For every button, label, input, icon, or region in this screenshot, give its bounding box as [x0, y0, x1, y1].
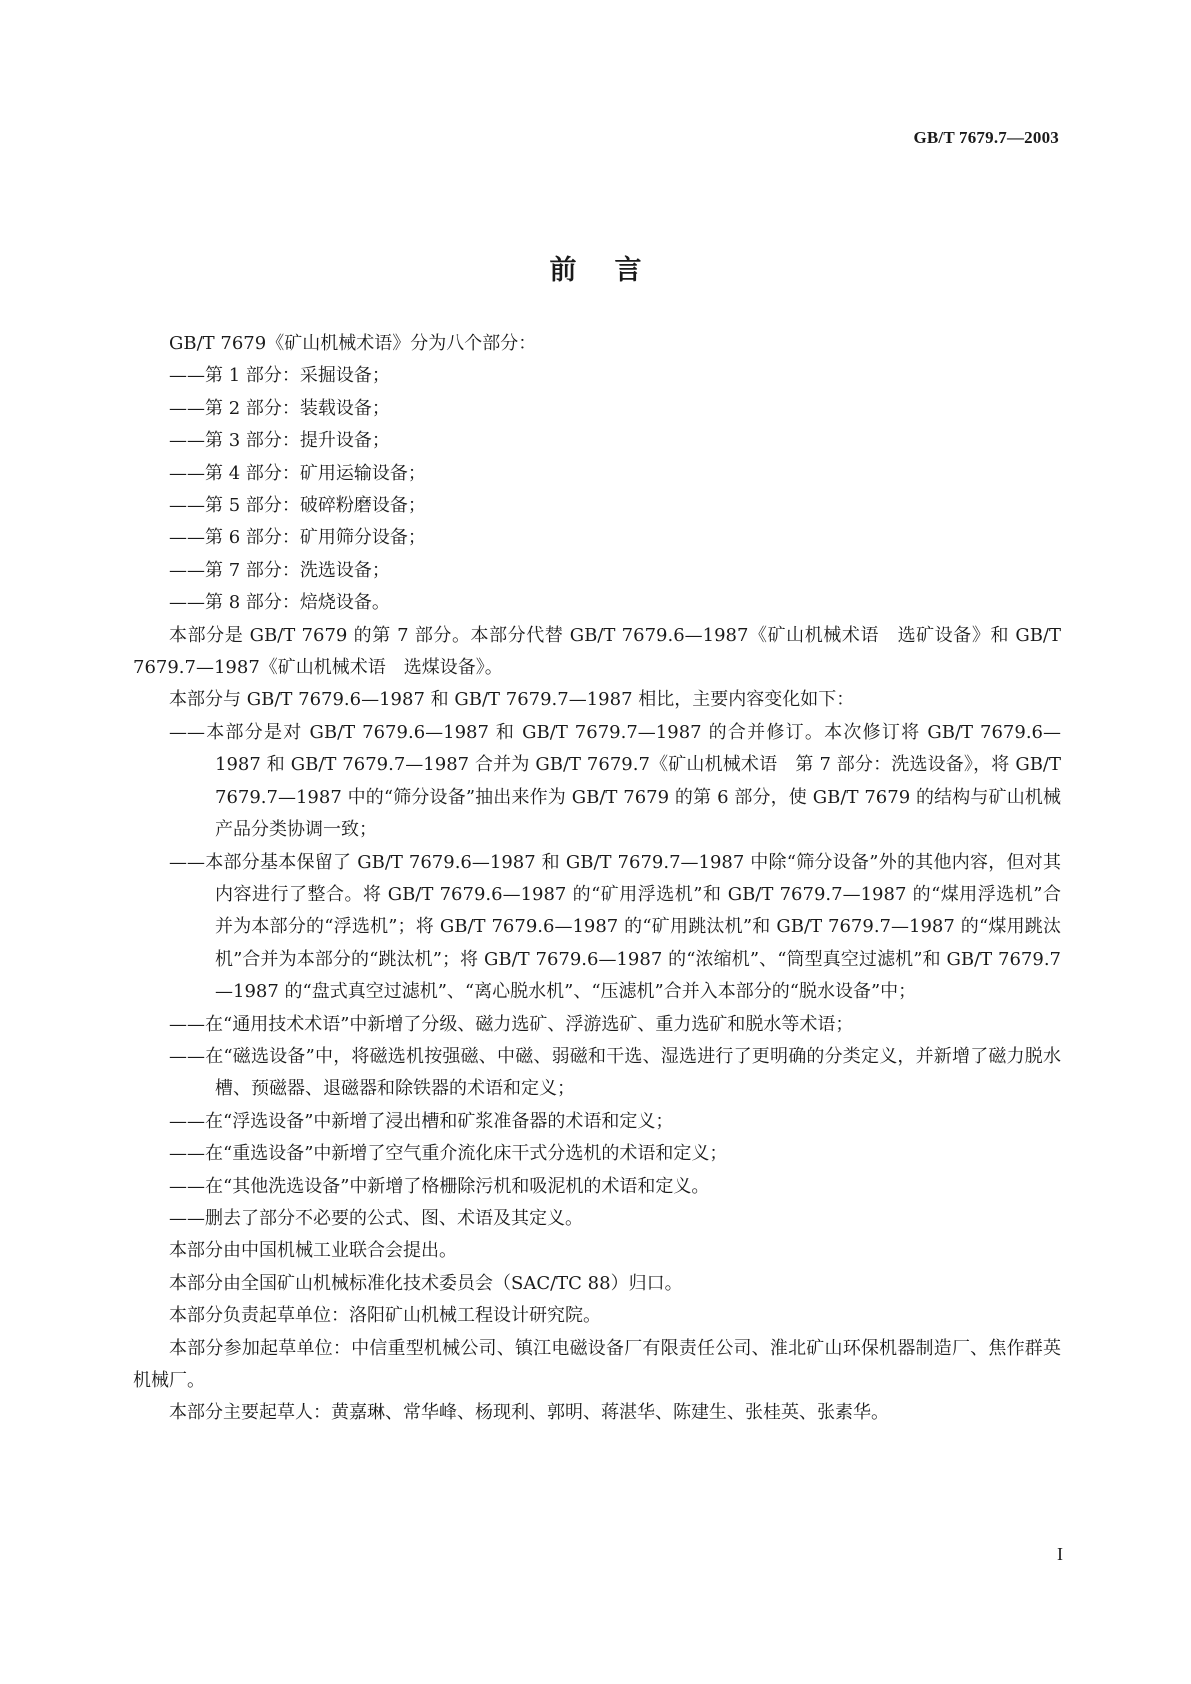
- proposer-paragraph: 本部分由中国机械工业联合会提出。: [169, 1240, 457, 1262]
- part-item: ——第 2 部分：装载设备；: [169, 397, 390, 419]
- committee-paragraph: 本部分由全国矿山机械标准化技术委员会（SAC/TC 88）归口。: [169, 1272, 683, 1294]
- change-item: ——删去了部分不必要的公式、图、术语及其定义。: [169, 1207, 583, 1229]
- change-item: ——在“通用技术术语”中新增了分级、磁力选矿、浮游选矿、重力选矿和脱水等术语；: [169, 1013, 854, 1035]
- part-item: ——第 1 部分：采掘设备；: [169, 365, 390, 387]
- change-item: ——在“重选设备”中新增了空气重介流化床干式分选机的术语和定义；: [169, 1143, 728, 1165]
- replacement-paragraph: 本部分是 GB/T 7679 的第 7 部分。本部分代替 GB/T 7679.6—1987《矿山机械术语 选矿设备》和 GB/T 7679.7—1987《矿山机械术语 选煤设备》。: [133, 624, 1061, 679]
- intro-paragraph: GB/T 7679《矿山机械术语》分为八个部分：: [169, 333, 537, 354]
- change-item: ——在“磁选设备”中，将磁选机按强磁、中磁、弱磁和干选、湿选进行了更明确的分类定义，并新增了磁力脱水槽、预磁器、退磁器和除铁器的术语和定义；: [169, 1045, 1061, 1100]
- change-item: ——在“其他洗选设备”中新增了格栅除污机和吸泥机的术语和定义。: [169, 1175, 710, 1197]
- change-item: ——本部分是对 GB/T 7679.6—1987 和 GB/T 7679.7—1987 的合并修订。本次修订将 GB/T 7679.6—1987 和 GB/T 7679.7—1987 合并为 GB/T 7679.7《矿山机械术语 第 7 部分：洗选设备》，将 GB/T 7679.7—1987 中的“筛分设备”抽出来作为 GB/T 7679 的第 6 部分，使 GB/T 7679 的结构与矿山机械产品分类协调一致；: [169, 721, 1061, 841]
- lead-drafter-paragraph: 本部分负责起草单位：洛阳矿山机械工程设计研究院。: [169, 1305, 601, 1327]
- part-item: ——第 6 部分：矿用筛分设备；: [169, 527, 426, 549]
- change-item: ——在“浮选设备”中新增了浸出槽和矿浆准备器的术语和定义；: [169, 1110, 674, 1132]
- part-item: ——第 3 部分：提升设备；: [169, 430, 390, 452]
- change-item: ——本部分基本保留了 GB/T 7679.6—1987 和 GB/T 7679.7—1987 中除“筛分设备”外的其他内容，但对其内容进行了整合。将 GB/T 7679.6—1987 的“矿用浮选机”和 GB/T 7679.7—1987 的“煤用浮选机”合并为本部分的“浮选机”；将 GB/T 7679.6—1987 的“矿用跳汰机”和 GB/T 7679.7—1987 的“煤用跳汰机”合并为本部分的“跳汰机”；将 GB/T 7679.6—1987 的“浓缩机”、“筒型真空过滤机”和 GB/T 7679.7—1987 的“盘式真空过滤机”、“离心脱水机”、“压滤机”合并入本部分的“脱水设备”中；: [169, 851, 1061, 1003]
- part-item: ——第 8 部分：焙烧设备。: [169, 592, 390, 614]
- document-body: [133, 328, 1061, 1430]
- main-drafters-paragraph: 本部分主要起草人：黄嘉琳、常华峰、杨现利、郭明、蒋湛华、陈建生、张桂英、张素华。: [169, 1402, 889, 1424]
- standard-number: GB/T 7679.7—2003: [913, 128, 1059, 147]
- part-item: ——第 4 部分：矿用运输设备；: [169, 462, 426, 484]
- changes-intro-paragraph: 本部分与 GB/T 7679.6—1987 和 GB/T 7679.7—1987 相比，主要内容变化如下：: [169, 689, 855, 711]
- part-item: ——第 7 部分：洗选设备；: [169, 559, 390, 581]
- page-number: I: [1057, 1544, 1063, 1564]
- participating-drafters-paragraph: 本部分参加起草单位：中信重型机械公司、镇江电磁设备厂有限责任公司、淮北矿山环保机器制造厂、焦作群英机械厂。: [133, 1337, 1061, 1391]
- page-title: 前言: [549, 255, 680, 287]
- part-item: ——第 5 部分：破碎粉磨设备；: [169, 495, 426, 517]
